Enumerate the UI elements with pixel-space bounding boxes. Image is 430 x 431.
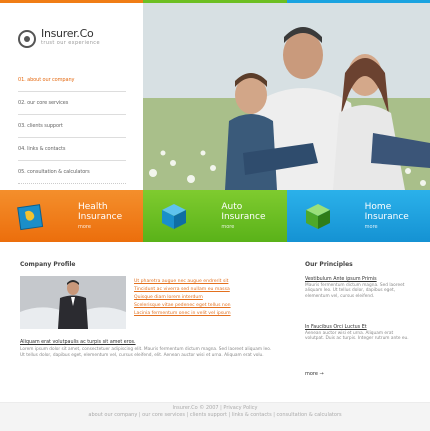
company-profile-photo <box>20 276 126 329</box>
logo-mark-icon <box>18 30 36 48</box>
nav-item-links[interactable]: 04. links & contacts <box>18 138 126 161</box>
profile-link[interactable]: Quisque diam lorem interdum <box>134 295 203 300</box>
principle-body: Mauris fermentum dictum magna. Sed laoreet aliquam leo. Ut tellus dolor, dapibus eget, elementum vel, cursus eleifend. <box>305 283 405 299</box>
brand-title: Insurer.Co <box>41 27 94 40</box>
insurance-banners <box>0 190 430 242</box>
company-profile-title: Company Profile <box>20 261 76 268</box>
nav-item-consultation[interactable]: 05. consultation & calculators <box>18 161 126 184</box>
company-profile-body: Lorem ipsum dolor sit amet, consectetuer adipiscing elit. Mauris fermentum dictum magna. Sed laoreet aliquam leo. Ut tellus dolor, dapibus eget, elementum vel, cursus eleifend, elit. Aenean auctor wisi et urna. Aliquam erat volu. <box>20 347 272 358</box>
profile-link[interactable]: Tincidunt ac viverra sed nullam eu massa <box>134 287 230 292</box>
banner-more-link[interactable]: more <box>221 224 235 230</box>
principle-item <box>305 325 410 342</box>
nav-item-about[interactable]: 01. about our company <box>18 69 126 92</box>
profile-link[interactable]: Ut pharetra augue nec augue endrerit sit <box>134 279 229 284</box>
home-insurance-banner[interactable] <box>287 190 430 242</box>
company-profile-links <box>134 278 274 318</box>
banner-title: Auto <box>221 202 243 212</box>
principles-more-link[interactable]: more → <box>305 371 324 377</box>
banner-more-link[interactable]: more <box>78 224 91 230</box>
main-content <box>0 242 430 402</box>
banner-more-link[interactable]: more <box>364 224 378 230</box>
principle-body: Aenean auctor wisi et urna. Aliquam erat volutpat. Duis ac turpis. Integer rutrum ante eu. <box>305 331 409 342</box>
family-photo <box>143 3 430 190</box>
principles-title: Our Principles <box>305 261 353 268</box>
main-nav <box>18 69 126 184</box>
cube-icon <box>159 201 189 231</box>
nav-item-support[interactable]: 03. clients support <box>18 115 126 138</box>
principle-heading[interactable]: Vestibulum Ante ipsum Primis <box>305 277 377 282</box>
health-insurance-banner[interactable] <box>0 190 143 242</box>
banner-title: Home <box>364 202 392 212</box>
profile-link[interactable]: Lacinia fermentum onec in velit vel ipsum <box>134 311 231 316</box>
company-profile-subtitle[interactable]: Aliquam erat volutpaulis ac turpis sit amet eros. <box>20 340 136 345</box>
banner-subtitle: Insurance <box>364 212 409 222</box>
principle-heading[interactable]: In Faucibus Orci Luctus Et <box>305 325 367 330</box>
banner-subtitle: Insurance <box>221 212 266 222</box>
globe-icon <box>16 201 46 231</box>
footer-links[interactable]: about our company | our core services | clients support | links & contacts | consultation & calculators <box>88 412 342 418</box>
shield-cube-icon <box>303 201 333 231</box>
banner-subtitle: Insurance <box>78 212 123 222</box>
footer <box>0 402 430 431</box>
logo[interactable] <box>18 28 100 48</box>
footer-copyright: Insurer.Co © 2007 | Privacy Policy <box>172 405 258 411</box>
brand-tagline: trust our experience <box>41 40 100 46</box>
banner-title: Health <box>78 202 108 212</box>
header <box>0 3 430 190</box>
nav-item-services[interactable]: 02. our core services <box>18 92 126 115</box>
profile-link[interactable]: Scelerisque vitae pedenec eget tellus non <box>134 303 231 308</box>
principle-item <box>305 277 410 299</box>
auto-insurance-banner[interactable] <box>143 190 286 242</box>
